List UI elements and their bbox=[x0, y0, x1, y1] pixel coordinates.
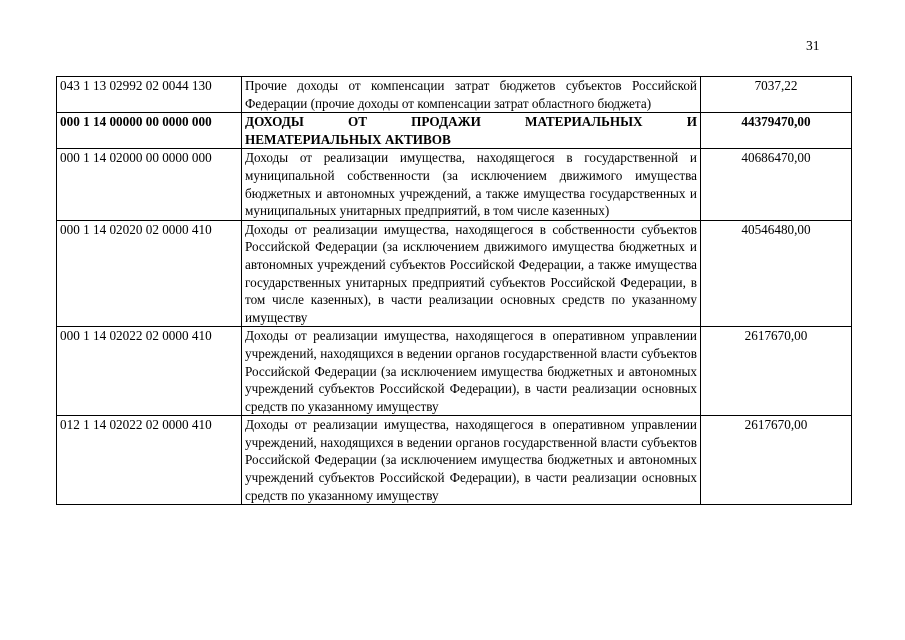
budget-code: 043 1 13 02992 02 0044 130 bbox=[57, 77, 242, 113]
table-row bbox=[57, 220, 852, 327]
income-amount: 44379470,00 bbox=[701, 113, 852, 149]
table-row bbox=[57, 149, 852, 220]
budget-code: 000 1 14 02000 00 0000 000 bbox=[57, 149, 242, 220]
table-row bbox=[57, 327, 852, 416]
table-row bbox=[57, 416, 852, 505]
income-description: Доходы от реализации имущества, находящегося в оперативном управлении учреждений, находящихся в ведении органов государственной власти субъектов Российской Федерации (за исключением имущества бюджетных и автономных учреждений субъектов Российской Федерации), в части реализации основных средств по указанному имуществу bbox=[242, 416, 701, 505]
budget-code: 000 1 14 02020 02 0000 410 bbox=[57, 220, 242, 327]
income-amount: 40546480,00 bbox=[701, 220, 852, 327]
income-description-line-1: ДОХОДЫ ОТ ПРОДАЖИ МАТЕРИАЛЬНЫХ И bbox=[245, 114, 697, 130]
budget-income-table bbox=[56, 76, 852, 505]
income-description: Доходы от реализации имущества, находящегося в собственности субъектов Российской Федерации (за исключением движимого имущества бюджетных и автономных учреждений субъектов Российской Федерации, а также имущества государственных унитарных предприятий субъектов Российской Федерации, в том числе казенных), в части реализации основных средств по указанному имуществу bbox=[242, 220, 701, 327]
budget-code: 012 1 14 02022 02 0000 410 bbox=[57, 416, 242, 505]
income-amount: 2617670,00 bbox=[701, 327, 852, 416]
income-description bbox=[242, 113, 701, 149]
income-description: Прочие доходы от компенсации затрат бюджетов субъектов Российской Федерации (прочие доходы от компенсации затрат областного бюджета) bbox=[242, 77, 701, 113]
income-description-line-2: НЕМАТЕРИАЛЬНЫХ АКТИВОВ bbox=[245, 131, 451, 147]
income-description: Доходы от реализации имущества, находящегося в государственной и муниципальной собственности (за исключением движимого имущества бюджетных и автономных учреждений, а также имущества государственных и муниципальных унитарных предприятий, в том числе казенных) bbox=[242, 149, 701, 220]
income-amount: 7037,22 bbox=[701, 77, 852, 113]
page-number: 31 bbox=[806, 38, 820, 53]
budget-code: 000 1 14 02022 02 0000 410 bbox=[57, 327, 242, 416]
income-amount: 40686470,00 bbox=[701, 149, 852, 220]
budget-code: 000 1 14 00000 00 0000 000 bbox=[57, 113, 242, 149]
table-row bbox=[57, 113, 852, 149]
income-description: Доходы от реализации имущества, находящегося в оперативном управлении учреждений, находящихся в ведении органов государственной власти субъектов Российской Федерации (за исключением имущества бюджетных и автономных учреждений субъектов Российской Федерации), в части реализации основных средств по указанному имуществу bbox=[242, 327, 701, 416]
income-amount: 2617670,00 bbox=[701, 416, 852, 505]
table-row bbox=[57, 77, 852, 113]
